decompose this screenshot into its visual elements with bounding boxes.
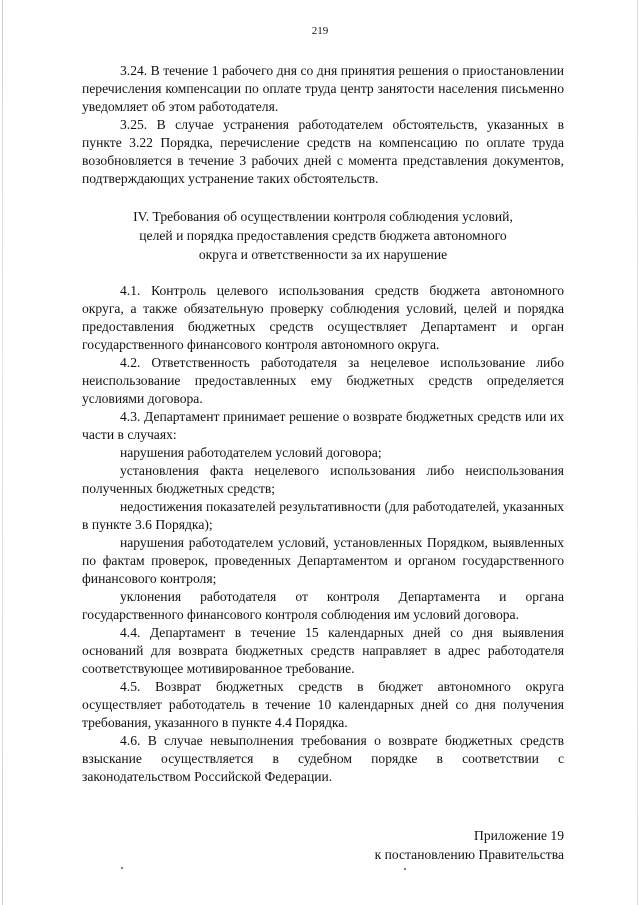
section-heading-line-2: целей и порядка предоставления средств бюджета автономного: [139, 228, 507, 243]
paragraph-4-6: 4.6. В случае невыполнения требования о возврате бюджетных средств взыскание осуществляется в судебном порядке в соответствии с законодательством Российской Федерации.: [82, 733, 564, 784]
paragraph-4-5: 4.5. Возврат бюджетных средств в бюджет автономного округа осуществляет работодатель в течение 10 календарных дней со дня получения требования, указанного в пункте 4.4 Порядка.: [82, 679, 564, 730]
paragraph-3-25: 3.25. В случае устранения работодателем обстоятельств, указанных в пункте 3.22 Порядка, перечисление средств на компенсацию по оплате труда возобновляется в течение 3 рабочих дней с момента представления документов, подтверждающих устранение таких обстоятельств.: [82, 117, 564, 186]
paragraph-4-4: 4.4. Департамент в течение 15 календарных дней со дня выявления оснований для возврата бюджетных средств направляет в адрес работодателя соответствующее мотивированное требование.: [82, 625, 564, 676]
appendix-caption: [375, 826, 564, 864]
appendix-line-1: Приложение 19: [474, 828, 564, 843]
paragraph-4-2: 4.2. Ответственность работодателя за нецелевое использование либо неиспользование предоставленных ему бюджетных средств определяется условиями договора.: [82, 355, 564, 406]
case-item: нарушения работодателем условий договора;: [120, 445, 382, 460]
case-item: уклонения работодателя от контроля Департамента и органа государственного финансового контроля соблюдения им условий договора.: [82, 589, 564, 622]
paragraph-4-3: 4.3. Департамент принимает решение о возврате бюджетных средств или их части в случаях:: [82, 409, 564, 442]
scan-speck: [404, 868, 406, 870]
case-item: нарушения работодателем условий, установленных Порядком, выявленных по фактам проверок, проведенных Департаментом и органом государственного финансового контроля;: [82, 535, 564, 586]
scan-edge-right: [637, 0, 638, 905]
paragraph-4-1: 4.1. Контроль целевого использования средств бюджета автономного округа, а также обязательную проверку соблюдения условий, целей и порядка предоставления бюджетных средств осуществляет Департамент и орган государственного финансового контроля автономного округа.: [82, 283, 564, 352]
section-heading-line-3: округа и ответственности за их нарушение: [198, 247, 448, 262]
section-heading-line-1: IV. Требования об осуществлении контроля соблюдения условий,: [133, 209, 513, 224]
section-heading: [82, 207, 564, 264]
page-number: 219: [311, 25, 329, 37]
document-body: [82, 62, 564, 786]
paragraph-3-24: 3.24. В течение 1 рабочего дня со дня принятия решения о приостановлении перечисления компенсации по оплате труда центр занятости населения письменно уведомляет об этом работодателя.: [82, 63, 564, 114]
case-item: установления факта нецелевого использования либо неиспользования полученных бюджетных средств;: [82, 463, 564, 496]
scan-edge-left: [2, 0, 3, 905]
appendix-line-2: к постановлению Правительства: [374, 847, 564, 862]
scan-speck: [121, 867, 123, 869]
case-item: недостижения показателей результативности (для работодателей, указанных в пункте 3.6 Порядка);: [82, 499, 564, 532]
